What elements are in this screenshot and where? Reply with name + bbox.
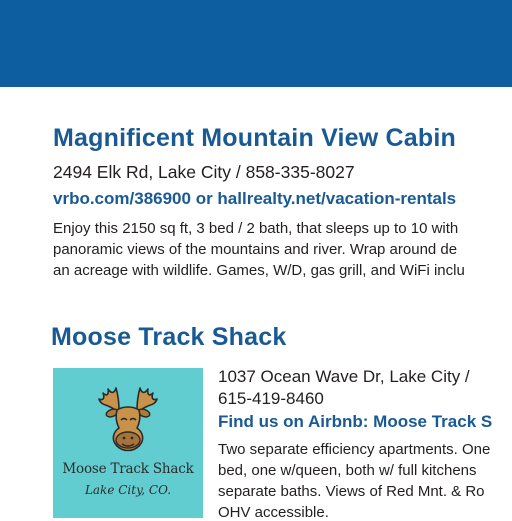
listing-link[interactable]: vrbo.com/386900 or hallrealty.net/vacation-rentals (53, 189, 457, 208)
logo-name: Moose Track Shack (62, 461, 194, 477)
listing-title: Magnificent Mountain View Cabin (53, 124, 456, 152)
moose-track-shack-logo (53, 368, 203, 518)
listing-address-line: 615-419-8460 (218, 389, 324, 408)
listing-description-line: an acreage with wildlife. Games, W/D, gas grill, and WiFi inclu (53, 262, 465, 279)
listing-description-line: panoramic views of the mountains and river. Wrap around de (53, 241, 458, 258)
listing-description-line: separate baths. Views of Red Mnt. & Ro (218, 483, 485, 500)
listing-description-line: bed, one w/queen, both w/ full kitchens (218, 462, 477, 479)
listing-address-line: 1037 Ocean Wave Dr, Lake City / (218, 367, 470, 386)
listing-address: 2494 Elk Rd, Lake City / 858-335-8027 (53, 162, 355, 182)
listing-description-line: OHV accessible. (218, 504, 329, 521)
header-band (0, 0, 512, 87)
listing-description-line: Two separate efficiency apartments. One (218, 441, 491, 458)
listing-description-line: Enjoy this 2150 sq ft, 3 bed / 2 bath, that sleeps up to 10 with (53, 220, 459, 237)
listing-title: Moose Track Shack (51, 323, 287, 351)
listing-link[interactable]: Find us on Airbnb: Moose Track S (218, 412, 493, 431)
logo-place: Lake City, CO. (84, 483, 172, 497)
